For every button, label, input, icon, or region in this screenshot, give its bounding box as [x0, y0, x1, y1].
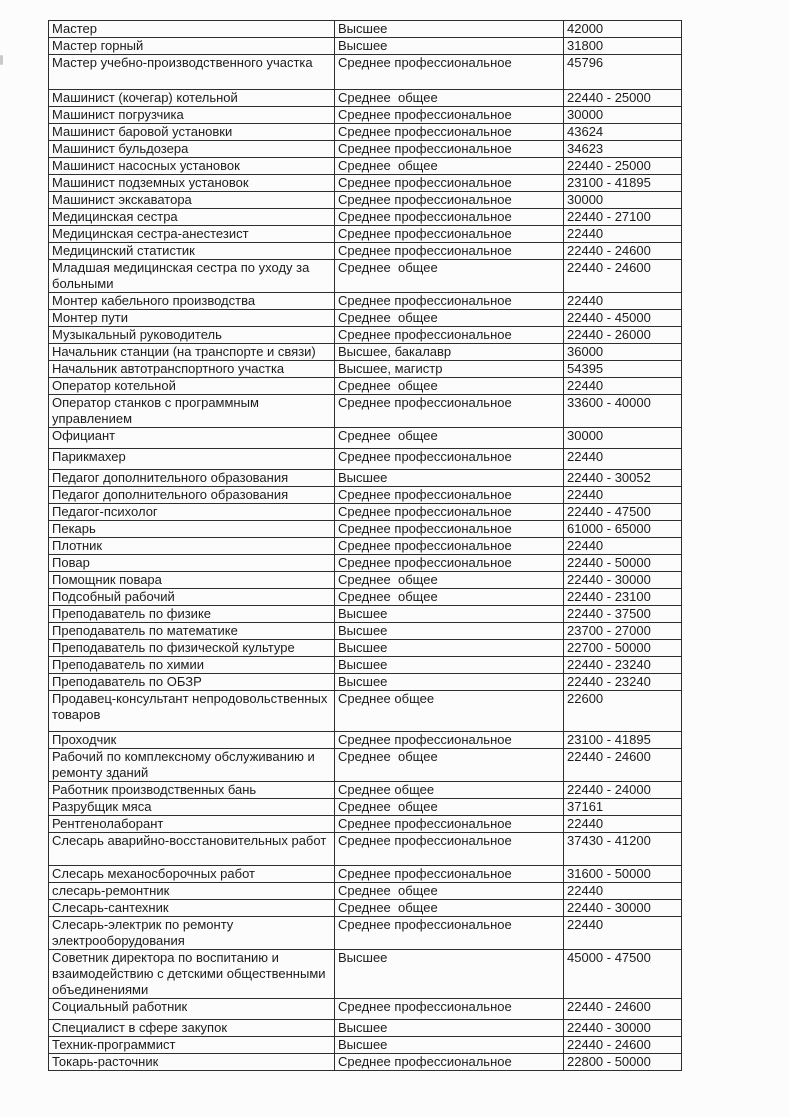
table-row [49, 192, 682, 209]
education-cell: Высшее [335, 1037, 564, 1054]
table-row [49, 900, 682, 917]
salary-cell: 30000 [564, 428, 682, 449]
table-row [49, 691, 682, 732]
salary-cell: 36000 [564, 344, 682, 361]
salary-cell: 22440 - 23100 [564, 589, 682, 606]
table-row [49, 950, 682, 999]
profession-cell: Плотник [49, 538, 335, 555]
table-row [49, 782, 682, 799]
profession-cell: Музыкальный руководитель [49, 327, 335, 344]
profession-cell: Слесарь-сантехник [49, 900, 335, 917]
education-cell: Среднее профессиональное [335, 449, 564, 470]
education-cell: Среднее профессиональное [335, 175, 564, 192]
profession-cell: Проходчик [49, 732, 335, 749]
table-row [49, 833, 682, 866]
education-cell: Высшее [335, 21, 564, 38]
salary-cell: 23700 - 27000 [564, 623, 682, 640]
salary-cell: 22440 [564, 293, 682, 310]
table-row [49, 378, 682, 395]
table-row [49, 124, 682, 141]
salary-cell: 42000 [564, 21, 682, 38]
table-row [49, 999, 682, 1020]
table-row [49, 90, 682, 107]
profession-cell: Преподаватель по математике [49, 623, 335, 640]
table-row [49, 344, 682, 361]
table-row [49, 21, 682, 38]
education-cell: Среднее профессиональное [335, 917, 564, 950]
education-cell: Среднее профессиональное [335, 395, 564, 428]
education-cell: Среднее общее [335, 883, 564, 900]
table-row [49, 107, 682, 124]
salary-cell: 22800 - 50000 [564, 1054, 682, 1071]
profession-cell: Машинист баровой установки [49, 124, 335, 141]
salary-cell: 34623 [564, 141, 682, 158]
education-cell: Среднее общее [335, 378, 564, 395]
profession-cell: слесарь-ремонтник [49, 883, 335, 900]
salary-cell: 30000 [564, 192, 682, 209]
profession-cell: Оператор станков с программным управлением [49, 395, 335, 428]
salary-cell: 45000 - 47500 [564, 950, 682, 999]
salary-cell: 22440 - 30000 [564, 572, 682, 589]
profession-cell: Младшая медицинская сестра по уходу за больными [49, 260, 335, 293]
salary-cell: 22440 - 24000 [564, 782, 682, 799]
education-cell: Среднее общее [335, 799, 564, 816]
table-row [49, 141, 682, 158]
profession-cell: Медицинский статистик [49, 243, 335, 260]
profession-cell: Специалист в сфере закупок [49, 1020, 335, 1037]
salary-cell: 22440 - 45000 [564, 310, 682, 327]
table-row [49, 521, 682, 538]
table-row [49, 395, 682, 428]
education-cell: Среднее общее [335, 260, 564, 293]
salary-cell: 22440 [564, 917, 682, 950]
salary-cell: 43624 [564, 124, 682, 141]
salary-cell: 22440 - 25000 [564, 158, 682, 175]
education-cell: Среднее профессиональное [335, 866, 564, 883]
table-row [49, 883, 682, 900]
table-row [49, 555, 682, 572]
education-cell: Среднее профессиональное [335, 243, 564, 260]
profession-cell: Разрубщик мяса [49, 799, 335, 816]
table-row [49, 226, 682, 243]
table-row [49, 1054, 682, 1071]
education-cell: Среднее профессиональное [335, 226, 564, 243]
salary-cell: 31800 [564, 38, 682, 55]
profession-cell: Преподаватель по ОБЗР [49, 674, 335, 691]
education-cell: Среднее общее [335, 900, 564, 917]
table-row [49, 449, 682, 470]
salary-cell: 22440 - 23240 [564, 657, 682, 674]
profession-cell: Техник-программист [49, 1037, 335, 1054]
salary-table-body [49, 21, 682, 1071]
education-cell: Среднее профессиональное [335, 107, 564, 124]
education-cell: Среднее профессиональное [335, 141, 564, 158]
education-cell: Среднее общее [335, 158, 564, 175]
education-cell: Высшее [335, 38, 564, 55]
education-cell: Среднее профессиональное [335, 327, 564, 344]
table-row [49, 816, 682, 833]
profession-cell: Преподаватель по химии [49, 657, 335, 674]
profession-cell: Помощник повара [49, 572, 335, 589]
profession-cell: Медицинская сестра [49, 209, 335, 226]
table-row [49, 243, 682, 260]
education-cell: Среднее профессиональное [335, 209, 564, 226]
salary-cell: 37161 [564, 799, 682, 816]
table-row [49, 606, 682, 623]
profession-cell: Рабочий по комплексному обслуживанию и ремонту зданий [49, 749, 335, 782]
table-row [49, 428, 682, 449]
profession-cell: Подсобный рабочий [49, 589, 335, 606]
table-row [49, 732, 682, 749]
salary-cell: 22440 - 24600 [564, 1037, 682, 1054]
salary-cell: 22440 [564, 883, 682, 900]
table-row [49, 327, 682, 344]
profession-cell: Токарь-расточник [49, 1054, 335, 1071]
table-row [49, 260, 682, 293]
profession-cell: Монтер пути [49, 310, 335, 327]
profession-cell: Машинист (кочегар) котельной [49, 90, 335, 107]
profession-cell: Пекарь [49, 521, 335, 538]
salary-cell: 54395 [564, 361, 682, 378]
salary-cell: 22440 - 23240 [564, 674, 682, 691]
profession-cell: Работник производственных бань [49, 782, 335, 799]
table-row [49, 55, 682, 90]
education-cell: Среднее общее [335, 428, 564, 449]
salary-cell: 22440 - 25000 [564, 90, 682, 107]
education-cell: Среднее профессиональное [335, 192, 564, 209]
salary-cell: 22440 - 30052 [564, 470, 682, 487]
salary-cell: 23100 - 41895 [564, 175, 682, 192]
table-row [49, 749, 682, 782]
salary-cell: 45796 [564, 55, 682, 90]
salary-cell: 30000 [564, 107, 682, 124]
education-cell: Высшее [335, 470, 564, 487]
education-cell: Высшее [335, 674, 564, 691]
salary-cell: 22440 [564, 226, 682, 243]
education-cell: Среднее общее [335, 691, 564, 732]
profession-cell: Машинист насосных установок [49, 158, 335, 175]
salary-cell: 22440 [564, 487, 682, 504]
profession-cell: Машинист экскаватора [49, 192, 335, 209]
salary-cell: 61000 - 65000 [564, 521, 682, 538]
education-cell: Среднее профессиональное [335, 732, 564, 749]
table-row [49, 623, 682, 640]
salary-table [48, 20, 682, 1071]
profession-cell: Рентгенолаборант [49, 816, 335, 833]
salary-cell: 22440 [564, 449, 682, 470]
salary-cell: 33600 - 40000 [564, 395, 682, 428]
salary-cell: 22440 - 37500 [564, 606, 682, 623]
profession-cell: Мастер [49, 21, 335, 38]
table-row [49, 640, 682, 657]
table-row [49, 310, 682, 327]
table-row [49, 293, 682, 310]
salary-cell: 22440 - 30000 [564, 1020, 682, 1037]
salary-cell: 22440 [564, 816, 682, 833]
salary-cell: 22600 [564, 691, 682, 732]
salary-cell: 23100 - 41895 [564, 732, 682, 749]
education-cell: Среднее профессиональное [335, 999, 564, 1020]
profession-cell: Педагог-психолог [49, 504, 335, 521]
table-row [49, 209, 682, 226]
salary-cell: 22440 - 24600 [564, 999, 682, 1020]
salary-cell: 22440 - 24600 [564, 260, 682, 293]
table-row [49, 470, 682, 487]
scan-artifact [0, 55, 3, 65]
profession-cell: Социальный работник [49, 999, 335, 1020]
education-cell: Среднее общее [335, 572, 564, 589]
education-cell: Среднее общее [335, 589, 564, 606]
profession-cell: Парикмахер [49, 449, 335, 470]
profession-cell: Машинист погрузчика [49, 107, 335, 124]
education-cell: Высшее, бакалавр [335, 344, 564, 361]
table-row [49, 917, 682, 950]
salary-cell: 22440 [564, 378, 682, 395]
table-row [49, 487, 682, 504]
table-row [49, 589, 682, 606]
profession-cell: Педагог дополнительного образования [49, 487, 335, 504]
education-cell: Среднее профессиональное [335, 521, 564, 538]
education-cell: Высшее [335, 1020, 564, 1037]
table-row [49, 158, 682, 175]
profession-cell: Педагог дополнительного образования [49, 470, 335, 487]
table-row [49, 361, 682, 378]
profession-cell: Советник директора по воспитанию и взаимодействию с детскими общественными объединениями [49, 950, 335, 999]
table-row [49, 1037, 682, 1054]
table-row [49, 38, 682, 55]
table-row [49, 538, 682, 555]
education-cell: Среднее профессиональное [335, 124, 564, 141]
education-cell: Высшее [335, 623, 564, 640]
education-cell: Среднее профессиональное [335, 833, 564, 866]
salary-cell: 37430 - 41200 [564, 833, 682, 866]
education-cell: Высшее [335, 950, 564, 999]
education-cell: Среднее профессиональное [335, 1054, 564, 1071]
profession-cell: Монтер кабельного производства [49, 293, 335, 310]
salary-cell: 22440 - 30000 [564, 900, 682, 917]
education-cell: Среднее общее [335, 749, 564, 782]
profession-cell: Начальник станции (на транспорте и связи) [49, 344, 335, 361]
profession-cell: Мастер учебно-производственного участка [49, 55, 335, 90]
salary-cell: 22440 [564, 538, 682, 555]
table-row [49, 674, 682, 691]
education-cell: Среднее общее [335, 782, 564, 799]
education-cell: Среднее общее [335, 90, 564, 107]
profession-cell: Начальник автотранспортного участка [49, 361, 335, 378]
education-cell: Среднее общее [335, 310, 564, 327]
salary-cell: 22440 - 50000 [564, 555, 682, 572]
profession-cell: Мастер горный [49, 38, 335, 55]
education-cell: Высшее [335, 606, 564, 623]
profession-cell: Медицинская сестра-анестезист [49, 226, 335, 243]
profession-cell: Продавец-консультант непродовольственных товаров [49, 691, 335, 732]
education-cell: Среднее профессиональное [335, 555, 564, 572]
profession-cell: Официант [49, 428, 335, 449]
education-cell: Среднее профессиональное [335, 487, 564, 504]
salary-cell: 22440 - 24600 [564, 749, 682, 782]
profession-cell: Слесарь аварийно-восстановительных работ [49, 833, 335, 866]
education-cell: Среднее профессиональное [335, 538, 564, 555]
salary-cell: 22700 - 50000 [564, 640, 682, 657]
education-cell: Высшее [335, 657, 564, 674]
education-cell: Высшее, магистр [335, 361, 564, 378]
profession-cell: Машинист бульдозера [49, 141, 335, 158]
education-cell: Среднее профессиональное [335, 504, 564, 521]
table-row [49, 799, 682, 816]
salary-cell: 22440 - 26000 [564, 327, 682, 344]
profession-cell: Машинист подземных установок [49, 175, 335, 192]
education-cell: Среднее профессиональное [335, 293, 564, 310]
profession-cell: Слесарь-электрик по ремонту электрооборудования [49, 917, 335, 950]
profession-cell: Преподаватель по физической культуре [49, 640, 335, 657]
table-row [49, 572, 682, 589]
salary-cell: 31600 - 50000 [564, 866, 682, 883]
table-row [49, 866, 682, 883]
salary-cell: 22440 - 27100 [564, 209, 682, 226]
salary-cell: 22440 - 47500 [564, 504, 682, 521]
education-cell: Среднее профессиональное [335, 816, 564, 833]
education-cell: Среднее профессиональное [335, 55, 564, 90]
table-row [49, 175, 682, 192]
profession-cell: Преподаватель по физике [49, 606, 335, 623]
table-row [49, 504, 682, 521]
education-cell: Высшее [335, 640, 564, 657]
table-row [49, 657, 682, 674]
profession-cell: Оператор котельной [49, 378, 335, 395]
salary-cell: 22440 - 24600 [564, 243, 682, 260]
profession-cell: Слесарь механосборочных работ [49, 866, 335, 883]
table-row [49, 1020, 682, 1037]
profession-cell: Повар [49, 555, 335, 572]
